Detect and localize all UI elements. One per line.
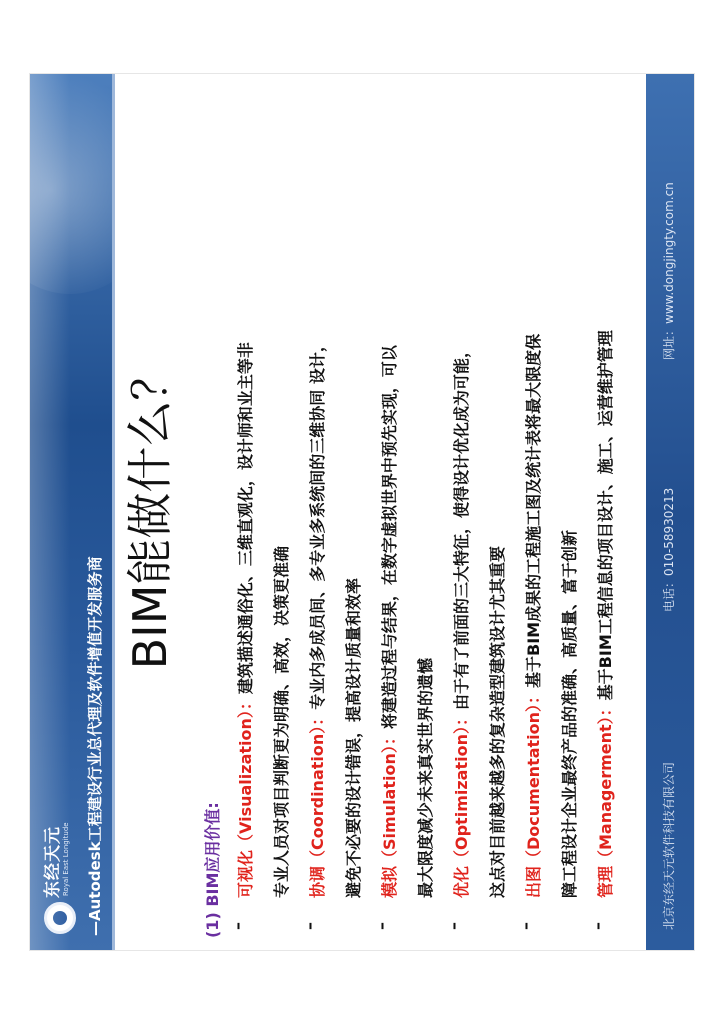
item-text: 专业内多成员间、多专业多系统间的三维协同 设计， (308, 336, 327, 710)
footer-website: 网址：www.dongjingty.com.cn (662, 182, 676, 360)
list-item (300, 86, 372, 938)
item-text-continued: 这点对目前越来越多的复杂造型建筑设计尤其重要 (488, 545, 507, 898)
banner-tagline: —Autodesk工程建设行业总代理及软件增值开发服务商 (86, 556, 104, 936)
content-body (198, 86, 624, 938)
header-banner (30, 74, 112, 950)
item-text-continued: 避免不必要的设计错误，提高设计质量和效率 (344, 577, 363, 898)
footer-bar (646, 74, 694, 950)
list-item (372, 86, 444, 938)
bullet-dash: – (372, 922, 391, 930)
bullet-dash: – (300, 922, 319, 930)
item-term: 协调（Coordination）： (308, 709, 327, 898)
item-text: 将建造过程与结果，在数字虚拟世界中预先实现，可以 (380, 345, 399, 730)
item-text: 基于BIM成果的工程施工图及统计表将最大限度保 (524, 333, 543, 688)
slide-page (30, 74, 694, 950)
slide-title: BIM能做什么？ (123, 354, 177, 670)
list-item (516, 86, 588, 938)
footer-company: 北京东经天元软件科技有限公司 (662, 761, 676, 930)
list-item (444, 86, 516, 938)
footer-phone: 电话：010-58930213 (662, 487, 676, 612)
company-logo-icon (44, 902, 76, 934)
list-item (588, 86, 624, 938)
bullet-dash: – (516, 922, 535, 930)
section-heading: (1) BIM应用价值: (203, 802, 222, 938)
logo-subtitle: Royal East Longitude (62, 822, 70, 896)
item-term: 可视化（Visualization）： (236, 694, 255, 898)
item-text: 由于有了前面的三大特征，使得设计优化成为可能， (452, 342, 471, 711)
item-text: 基于BIM工程信息的项目设计、施工、运营维护管理 (596, 330, 615, 701)
item-term: 出图（Documentation）： (524, 687, 543, 898)
globe-decoration (30, 74, 112, 294)
item-text: 建筑描述通俗化、三维直观化，设计师和业主等非 (236, 342, 255, 695)
bullet-dash: – (444, 922, 463, 930)
list-item (228, 86, 300, 938)
item-term: 优化（Optimization）： (452, 710, 471, 898)
item-text-continued: 最大限度减少未来真实世界的遗憾 (416, 657, 435, 898)
logo-name: 东经天元 (43, 826, 63, 898)
banner-divider (112, 74, 115, 950)
item-text-continued: 专业人员对项目判断更为明确、高效，决策更准确 (272, 545, 291, 898)
bullet-dash: – (228, 922, 247, 930)
bullet-dash: – (588, 922, 607, 930)
item-term: 模拟（Simulation）： (380, 729, 399, 898)
slide-canvas (30, 74, 694, 950)
item-term: 管理（Managerment）： (596, 700, 615, 898)
item-text-continued: 障工程设计企业最终产品的准确、高质量、富于创新 (560, 529, 579, 898)
